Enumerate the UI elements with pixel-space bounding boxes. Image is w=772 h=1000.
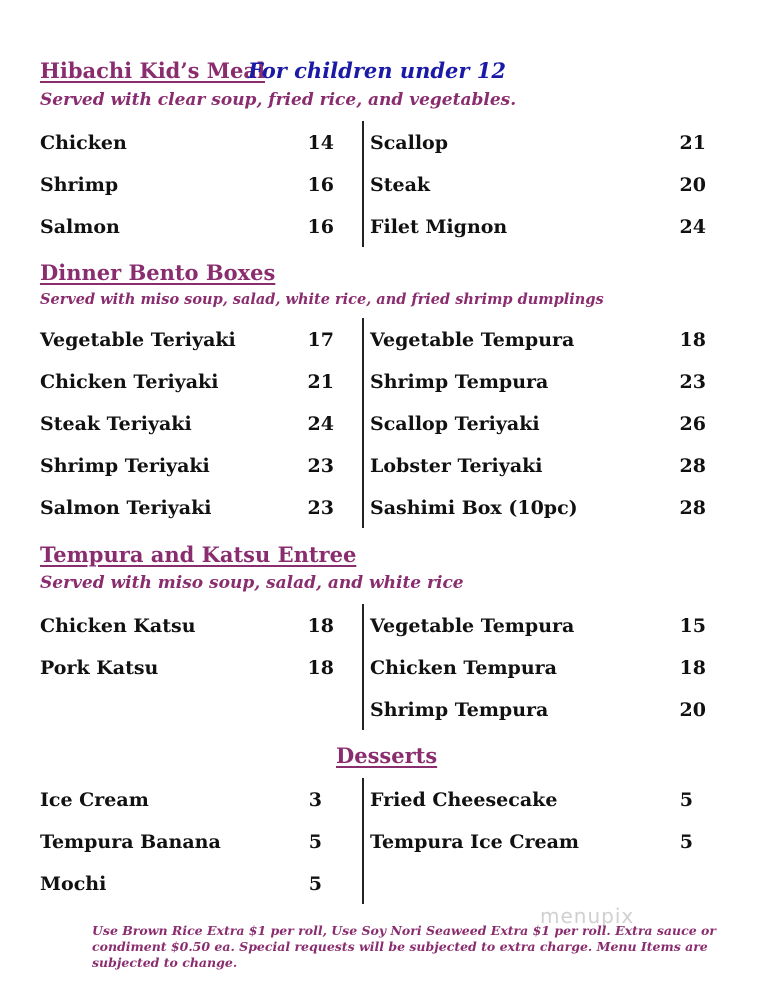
item-name: Filet Mignon — [370, 216, 508, 238]
item-name: Lobster Teriyaki — [370, 455, 543, 477]
kids-meal-subtitle: Served with clear soup, fried rice, and vegetables. — [40, 90, 517, 110]
item-name: Fried Cheesecake — [370, 789, 558, 811]
item-name: Steak — [370, 174, 431, 196]
item-name: Vegetable Tempura — [370, 329, 575, 351]
bento-title: Dinner Bento Boxes — [40, 260, 276, 285]
item-name: Chicken Katsu — [40, 615, 196, 637]
tempura-title: Tempura and Katsu Entree — [40, 542, 357, 567]
tempura-divider — [362, 604, 364, 730]
item-price: 20 — [679, 174, 706, 196]
item-name: Chicken — [40, 132, 127, 154]
item-price: 16 — [307, 216, 334, 238]
item-price: 5 — [679, 789, 693, 811]
footer-note: Use Brown Rice Extra $1 per roll, Use Soy Nori Seaweed Extra $1 per roll. Extra sauce or condiment $0.50 ea. Special requests will be subjected to extra charge. Menu Items are subjected to change. — [92, 923, 716, 970]
item-name: Tempura Ice Cream — [370, 831, 579, 853]
item-price: 24 — [307, 413, 334, 435]
desserts-title: Desserts — [336, 743, 438, 768]
item-price: 14 — [307, 132, 334, 154]
item-price: 5 — [308, 831, 322, 853]
item-price: 3 — [308, 789, 322, 811]
kids-meal-title: Hibachi Kid’s Meal — [40, 58, 266, 83]
watermark-logo: menupix — [540, 904, 635, 928]
item-price: 5 — [308, 873, 322, 895]
item-name: Shrimp Teriyaki — [40, 455, 210, 477]
item-price: 23 — [679, 371, 706, 393]
item-name: Ice Cream — [40, 789, 149, 811]
item-name: Scallop — [370, 132, 448, 154]
item-price: 21 — [307, 371, 334, 393]
item-price: 23 — [307, 455, 334, 477]
item-name: Vegetable Teriyaki — [40, 329, 236, 351]
item-name: Sashimi Box (10pc) — [370, 497, 578, 519]
bento-subtitle: Served with miso soup, salad, white rice, and fried shrimp dumplings — [40, 291, 604, 308]
kids-divider — [362, 121, 364, 247]
desserts-divider — [362, 778, 364, 904]
bento-divider — [362, 318, 364, 528]
item-price: 18 — [307, 657, 334, 679]
item-name: Salmon — [40, 216, 120, 238]
item-name: Pork Katsu — [40, 657, 159, 679]
item-name: Shrimp Tempura — [370, 699, 549, 721]
item-name: Tempura Banana — [40, 831, 221, 853]
item-name: Chicken Teriyaki — [40, 371, 219, 393]
item-price: 5 — [679, 831, 693, 853]
item-name: Shrimp — [40, 174, 119, 196]
item-name: Vegetable Tempura — [370, 615, 575, 637]
item-price: 28 — [679, 455, 706, 477]
item-price: 21 — [679, 132, 706, 154]
item-name: Mochi — [40, 873, 107, 895]
item-price: 18 — [679, 657, 706, 679]
item-price: 23 — [307, 497, 334, 519]
tempura-subtitle: Served with miso soup, salad, and white rice — [40, 573, 464, 593]
item-name: Shrimp Tempura — [370, 371, 549, 393]
item-price: 18 — [307, 615, 334, 637]
item-price: 18 — [679, 329, 706, 351]
item-name: Steak Teriyaki — [40, 413, 192, 435]
item-name: Salmon Teriyaki — [40, 497, 212, 519]
item-price: 20 — [679, 699, 706, 721]
item-price: 24 — [679, 216, 706, 238]
item-price: 17 — [307, 329, 334, 351]
kids-meal-age-note: For children under 12 — [248, 58, 507, 83]
item-name: Scallop Teriyaki — [370, 413, 540, 435]
item-price: 16 — [307, 174, 334, 196]
item-price: 15 — [679, 615, 706, 637]
item-price: 26 — [679, 413, 706, 435]
item-name: Chicken Tempura — [370, 657, 557, 679]
item-price: 28 — [679, 497, 706, 519]
